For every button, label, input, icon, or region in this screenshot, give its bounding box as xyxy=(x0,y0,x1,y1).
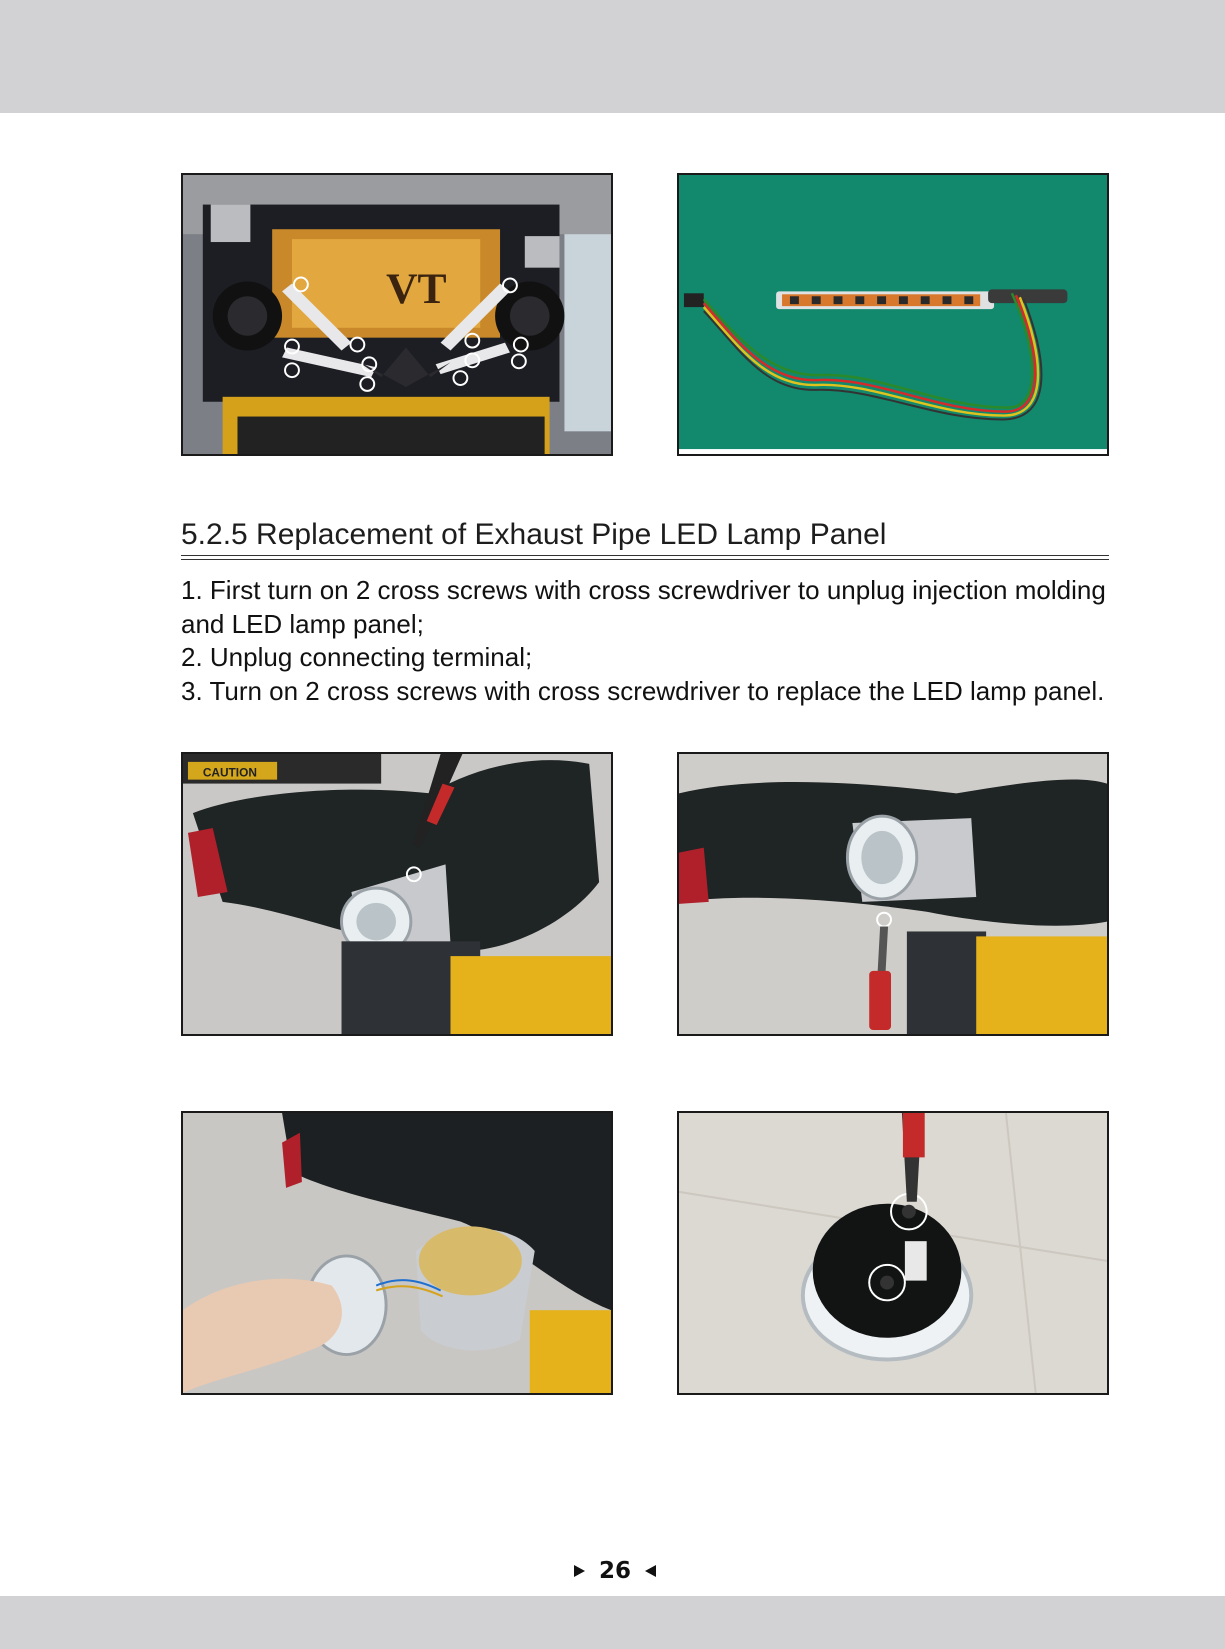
photo-lamp-panel-screws xyxy=(677,1111,1109,1395)
heading-rule-bottom xyxy=(181,559,1109,560)
photo-exhaust-screw-bottom xyxy=(677,752,1109,1036)
left-triangle-icon xyxy=(645,1565,656,1577)
page-number: 26 xyxy=(598,1558,631,1584)
section-heading: 5.2.5 Replacement of Exhaust Pipe LED Lamp Panel xyxy=(181,518,887,551)
step-3: 3. Turn on 2 cross screws with cross screwdriver to replace the LED lamp panel. xyxy=(181,675,1105,706)
top-band xyxy=(0,0,1225,113)
photo-unplug-terminal xyxy=(181,1111,613,1395)
photo-led-strip xyxy=(677,173,1109,456)
step-1: 1. First turn on 2 cross screws with cross screwdriver to unplug injection molding and LED lamp panel; xyxy=(181,575,1106,639)
page-number-indicator xyxy=(560,1554,670,1588)
step-2: 2. Unplug connecting terminal; xyxy=(181,642,533,672)
heading-rule-top xyxy=(181,555,1109,556)
right-triangle-icon xyxy=(574,1565,585,1577)
caution-label: CAUTION xyxy=(202,765,257,780)
bottom-band xyxy=(0,1596,1225,1649)
panel-logo-text: VT xyxy=(386,265,447,314)
photo-front-panel-screws xyxy=(181,173,613,456)
photo-exhaust-screw-top xyxy=(181,752,613,1036)
instruction-steps xyxy=(181,574,1111,708)
